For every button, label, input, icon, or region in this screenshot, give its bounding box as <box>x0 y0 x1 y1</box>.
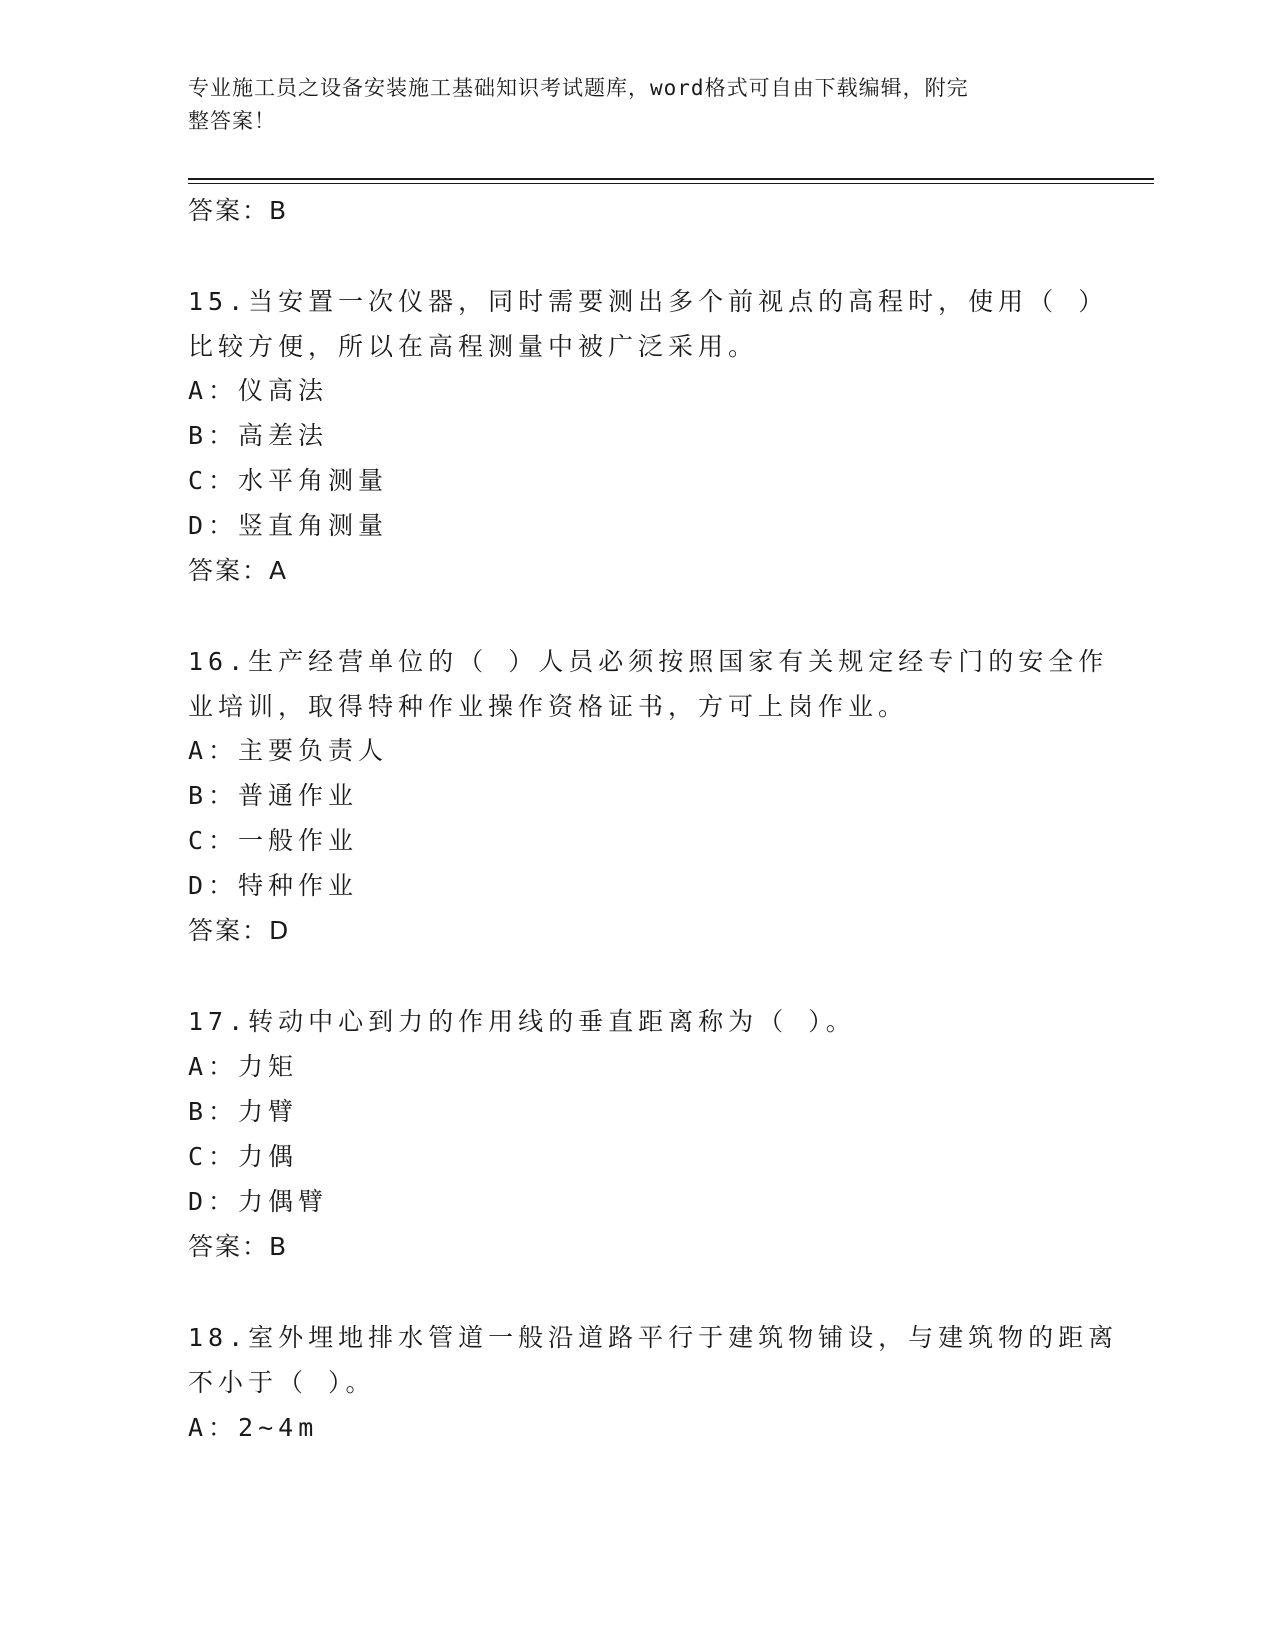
question-16-option-a: A：主要负责人 <box>188 736 389 765</box>
header-line-1: 专业施工员之设备安装施工基础知识考试题库，word格式可自由下载编辑，附完 <box>188 76 969 100</box>
question-16-stem-line-1: 16.生产经营单位的（ ）人员必须按照国家有关规定经专门的安全作 <box>188 647 1109 676</box>
question-17-option-d: D：力偶臂 <box>188 1187 329 1216</box>
question-18-option-a: A：2~4m <box>188 1413 319 1442</box>
header-line-2: 整答案！ <box>188 109 276 133</box>
question-16-option-c: C：一般作业 <box>188 826 359 855</box>
question-17-option-b: B：力臂 <box>188 1097 299 1126</box>
question-16-stem-line-2: 业培训，取得特种作业操作资格证书，方可上岗作业。 <box>188 692 909 721</box>
question-17-option-c: C：力偶 <box>188 1142 299 1171</box>
question-15-option-a: A：仪高法 <box>188 376 329 405</box>
question-18-stem-line-1: 18.室外埋地排水管道一般沿道路平行于建筑物铺设，与建筑物的距离 <box>188 1323 1119 1352</box>
question-15-option-c: C：水平角测量 <box>188 466 389 495</box>
header-divider-thin <box>188 183 1154 184</box>
header-divider-thick <box>188 178 1154 180</box>
question-15-answer: 答案：A <box>188 556 289 585</box>
question-18-stem-line-2: 不小于（ ）。 <box>188 1368 376 1397</box>
question-17-stem-line-1: 17.转动中心到力的作用线的垂直距离称为（ ）。 <box>188 1007 856 1036</box>
document-header <box>188 72 1068 138</box>
question-15-option-b: B：高差法 <box>188 421 329 450</box>
question-16-answer: 答案：D <box>188 916 291 945</box>
question-15-option-d: D：竖直角测量 <box>188 511 389 540</box>
answer-14: 答案：B <box>188 196 289 225</box>
question-15-stem-line-2: 比较方便，所以在高程测量中被广泛采用。 <box>188 332 759 361</box>
question-16-option-d: D：特种作业 <box>188 871 359 900</box>
question-15-stem-line-1: 15.当安置一次仪器，同时需要测出多个前视点的高程时，使用（ ） <box>188 287 1109 316</box>
question-17-option-a: A：力矩 <box>188 1052 299 1081</box>
question-17-answer: 答案：B <box>188 1232 289 1261</box>
question-16-option-b: B：普通作业 <box>188 781 359 810</box>
